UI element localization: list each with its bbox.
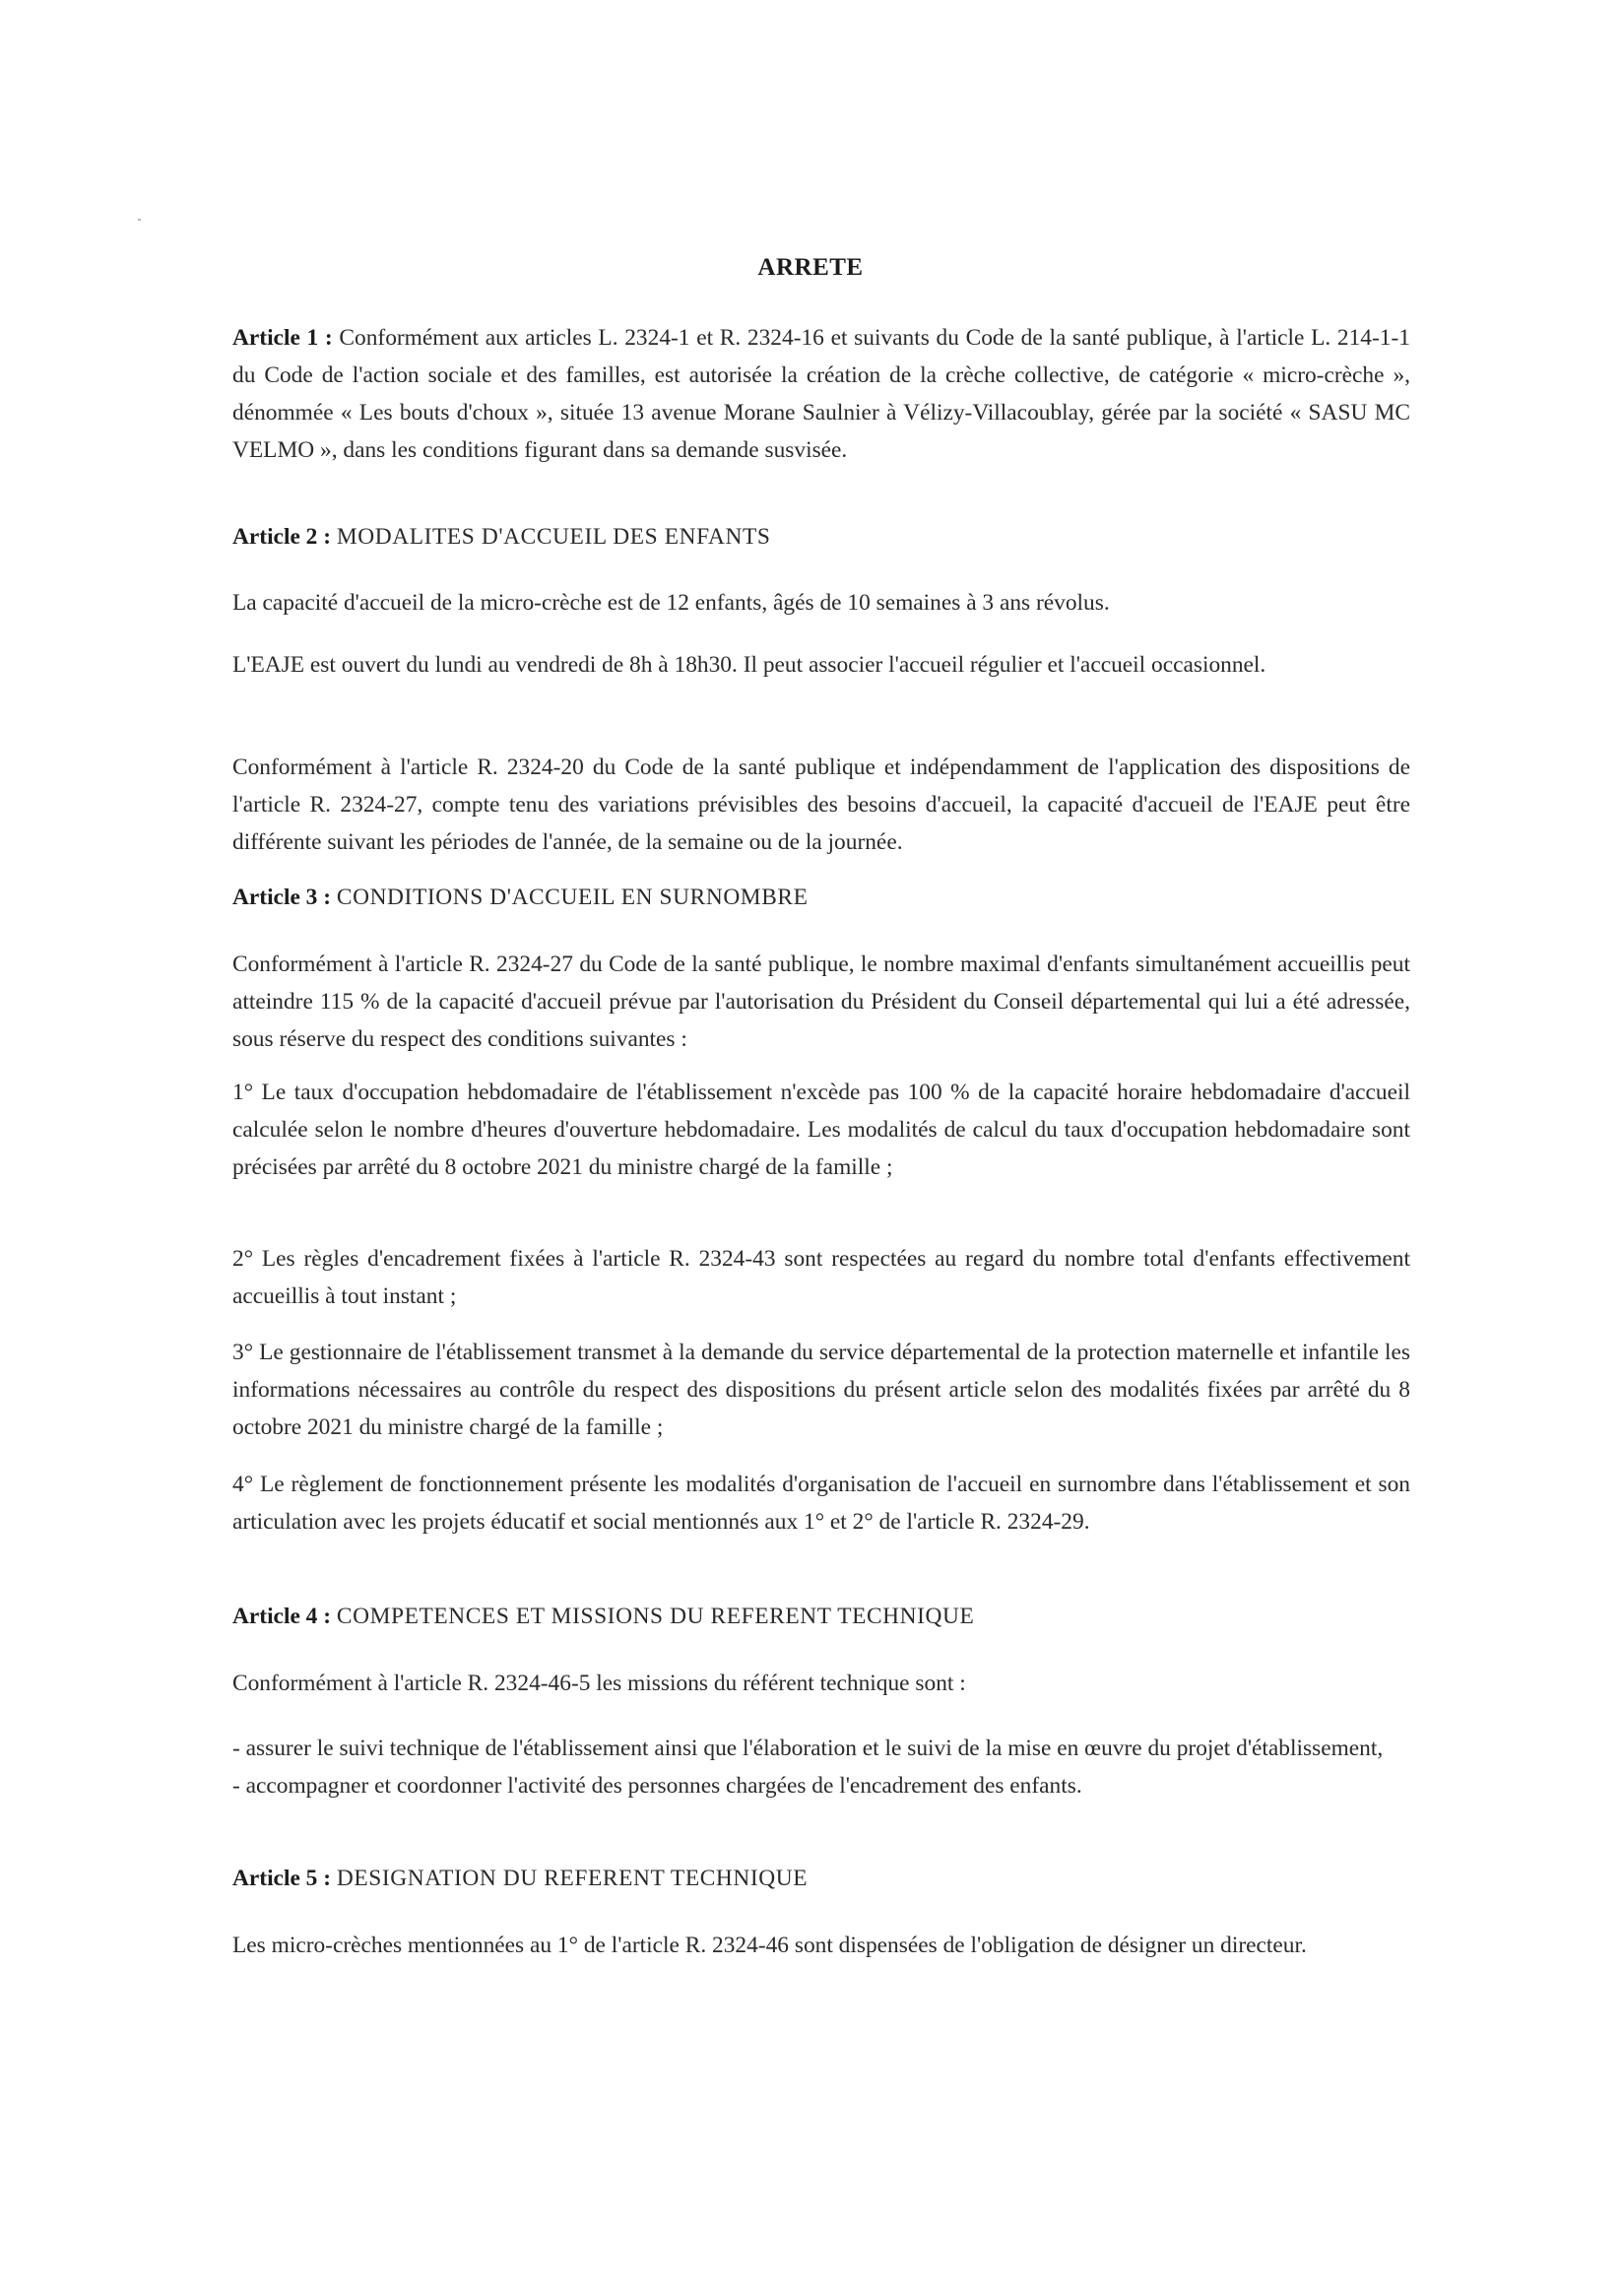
article-1-text: Conformément aux articles L. 2324-1 et R. 2324-16 et suivants du Code de la santé publique, à l'article L. 214-1-1 du Code de l'action sociale et des familles, est autorisée la création de la crèche collective, de catégorie « micro-crèche », dénommée « Les bouts d'choux », située 13 avenue Morane Saulnier à Vélizy-Villacoublay, gérée par la société « SASU MC VELMO », dans les conditions figurant dans sa demande susvisée.	[232, 325, 1410, 463]
list-item: - accompagner et coordonner l'activité des personnes chargées de l'encadrement des enfants.	[232, 1773, 1082, 1799]
article-4-heading	[232, 1598, 1410, 1635]
article-2-text-2: L'EAJE est ouvert du lundi au vendredi de 8h à 18h30. Il peut associer l'accueil régulier et l'accueil occasionnel.	[232, 652, 1266, 678]
article-4-label: Article 4 :	[232, 1604, 332, 1629]
article-5-paragraph-1	[232, 1927, 1410, 1964]
article-2-paragraph-2	[232, 646, 1410, 684]
article-3-heading	[232, 879, 1410, 916]
article-3-text-5: 4° Le règlement de fonctionnement présente les modalités d'organisation de l'accueil en surnombre dans l'établissement et son articulation avec les projets éducatif et social mentionnés aux 1° et 2° de l'article R. 2324-29.	[232, 1472, 1410, 1535]
article-3-paragraph-2	[232, 1074, 1410, 1186]
article-1	[232, 319, 1410, 469]
article-4-title: COMPETENCES ET MISSIONS DU REFERENT TECHNIQUE	[336, 1604, 975, 1629]
article-3-paragraph-1	[232, 946, 1410, 1058]
article-1-label: Article 1 :	[232, 325, 333, 351]
article-3-title: CONDITIONS D'ACCUEIL EN SURNOMBRE	[336, 885, 809, 910]
document-title: ARRETE	[757, 254, 864, 281]
article-3-text-1: Conformément à l'article R. 2324-27 du Code de la santé publique, le nombre maximal d'enfants simultanément accueillis peut atteindre 115 % de la capacité d'accueil prévue par l'autorisation du Président du Conseil départemental qui lui a été adressée, sous réserve du respect des conditions suivantes :	[232, 951, 1410, 1052]
article-5-heading	[232, 1860, 1410, 1897]
article-2-paragraph-3	[232, 749, 1410, 861]
article-3-paragraph-5	[232, 1466, 1410, 1541]
article-5-text-1: Les micro-crèches mentionnées au 1° de l'article R. 2324-46 sont dispensées de l'obligation de désigner un directeur.	[232, 1933, 1307, 1958]
article-2-text-1: La capacité d'accueil de la micro-crèche est de 12 enfants, âgés de 10 semaines à 3 ans révolus.	[232, 590, 1110, 616]
article-3-paragraph-4	[232, 1334, 1410, 1446]
article-5-label: Article 5 :	[232, 1866, 332, 1891]
article-2-heading	[232, 518, 1410, 556]
article-4-list	[232, 1730, 1410, 1804]
article-4-text-1: Conformément à l'article R. 2324-46-5 les missions du référent technique sont :	[232, 1671, 966, 1696]
article-2-paragraph-1	[232, 584, 1410, 622]
article-1-paragraph	[232, 319, 1410, 469]
article-2-title: MODALITES D'ACCUEIL DES ENFANTS	[336, 524, 771, 550]
article-3-label: Article 3 :	[232, 885, 332, 910]
article-5-title: DESIGNATION DU REFERENT TECHNIQUE	[336, 1866, 809, 1891]
article-4-paragraph-1	[232, 1665, 1410, 1702]
article-3-text-3: 2° Les règles d'encadrement fixées à l'article R. 2324-43 sont respectées au regard du nombre total d'enfants effectivement accueillis à tout instant ;	[232, 1246, 1410, 1309]
article-3-text-2: 1° Le taux d'occupation hebdomadaire de l'établissement n'excède pas 100 % de la capacité horaire hebdomadaire d'accueil calculée selon le nombre d'heures d'ouverture hebdomadaire. Les modalités de calcul du taux d'occupation hebdomadaire sont précisées par arrêté du 8 octobre 2021 du ministre chargé de la famille ;	[232, 1080, 1410, 1180]
list-item: - assurer le suivi technique de l'établissement ainsi que l'élaboration et le suivi de la mise en œuvre du projet d'établissement,	[232, 1736, 1384, 1761]
article-3-text-4: 3° Le gestionnaire de l'établissement transmet à la demande du service départemental de la protection maternelle et infantile les informations nécessaires au contrôle du respect des dispositions du présent article selon des modalités fixées par arrêté du 8 octobre 2021 du ministre chargé de la famille ;	[232, 1340, 1410, 1440]
scan-speck	[138, 219, 141, 221]
article-2-label: Article 2 :	[232, 524, 332, 550]
article-3-paragraph-3	[232, 1240, 1410, 1315]
article-2-text-3: Conformément à l'article R. 2324-20 du Code de la santé publique et indépendamment de l'application des dispositions de l'article R. 2324-27, compte tenu des variations prévisibles des besoins d'accueil, la capacité d'accueil de l'EAJE peut être différente suivant les périodes de l'année, de la semaine ou de la journée.	[232, 754, 1410, 855]
